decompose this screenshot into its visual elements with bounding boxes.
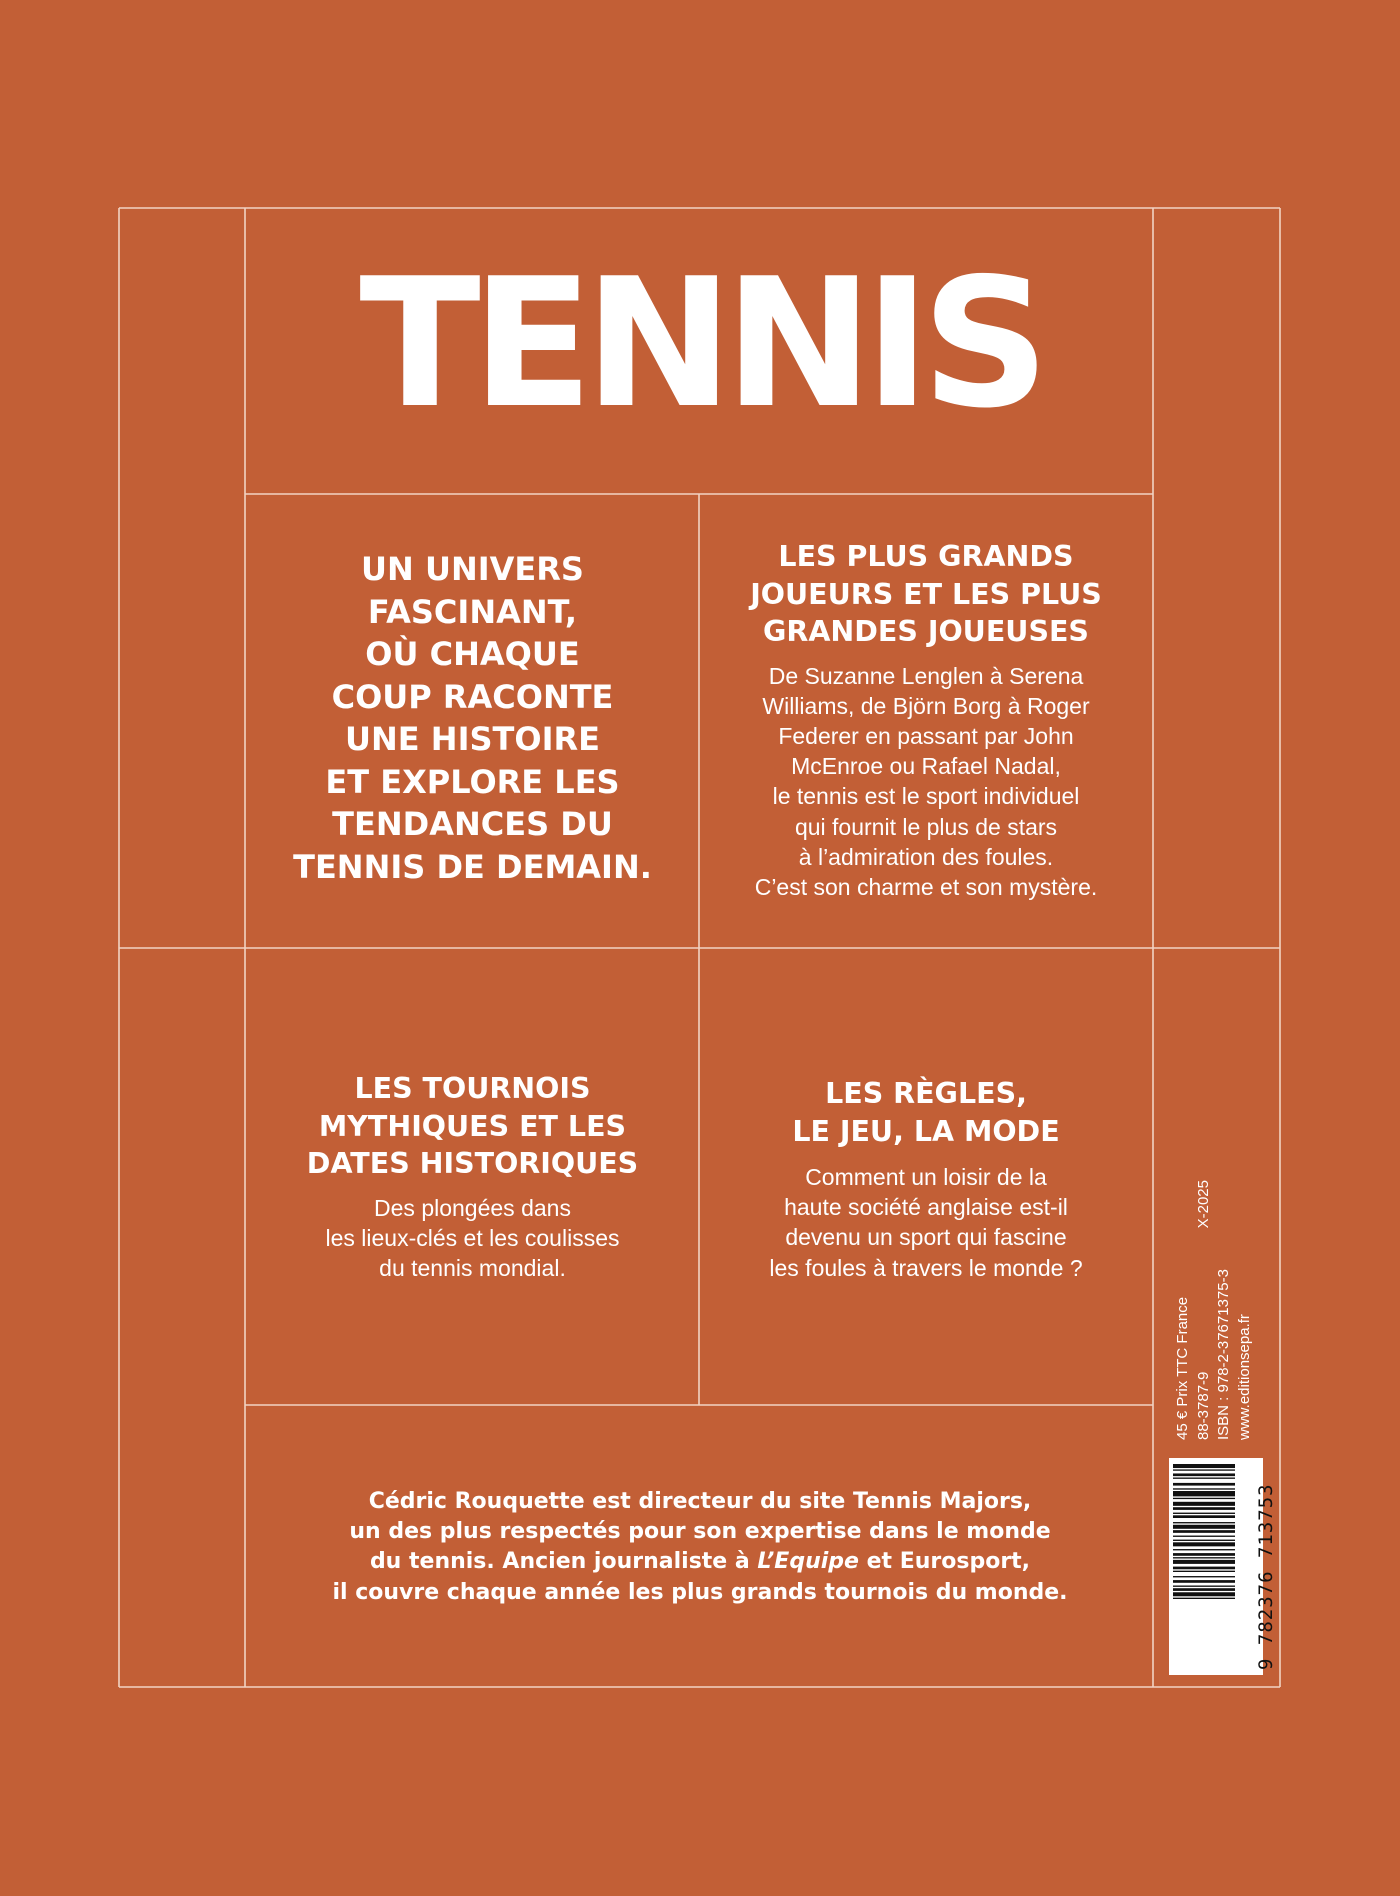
bio-line: un des plus respectés pour son expertise dans le monde: [349, 1519, 1051, 1545]
bio-line: il couvre chaque année les plus grands tournois du monde.: [332, 1579, 1068, 1605]
text-line: devenu un sport qui fascine: [785, 1224, 1067, 1251]
barcode-bar: [1173, 1598, 1235, 1599]
text-line: le tennis est le sport individuel: [772, 783, 1080, 810]
tournaments-heading: [245, 1070, 700, 1183]
barcode-bar: [1173, 1586, 1235, 1587]
heading-line: JOUEURS ET LES PLUS: [750, 577, 1102, 611]
heading-line: MYTHIQUES ET LES: [318, 1109, 627, 1143]
bio-line: Cédric Rouquette est directeur du site Tennis Majors,: [368, 1489, 1032, 1514]
text-line: De Suzanne Lenglen à Serena: [768, 662, 1084, 689]
imprint-code-row: [1194, 1180, 1215, 1440]
barcode-bar: [1173, 1507, 1235, 1510]
text-line: Federer en passant par John: [778, 722, 1074, 749]
tournaments-section: [245, 1070, 700, 1283]
book-title: TENNIS: [359, 240, 1041, 447]
barcode-bar: [1173, 1576, 1235, 1577]
barcode-bar: [1173, 1588, 1235, 1591]
text-line: haute société anglaise est-il: [784, 1194, 1068, 1221]
edition-code: X-2025: [1194, 1180, 1212, 1229]
author-bio-text: [245, 1487, 1155, 1608]
heading-line: LES PLUS GRANDS: [778, 540, 1074, 573]
barcode-bar: [1173, 1498, 1235, 1499]
text-line: Williams, de Björn Borg à Roger: [762, 692, 1090, 719]
barcode-bar: [1173, 1513, 1235, 1514]
imprint-info: [1173, 1180, 1253, 1440]
bio-text-segment: du tennis. Ancien journaliste à: [369, 1549, 758, 1575]
text-line: à l’admiration des foules.: [798, 843, 1054, 870]
heading-line: LES TOURNOIS: [354, 1072, 591, 1105]
product-code: 88-3787-9: [1194, 1371, 1212, 1440]
heading-line: DATES HISTORIQUES: [306, 1147, 639, 1180]
heading-line: LES RÈGLES,: [825, 1077, 1027, 1110]
tagline-heading: [245, 548, 700, 888]
barcode-bar: [1173, 1567, 1235, 1570]
rules-text: [700, 1162, 1152, 1283]
barcode-bar: [1173, 1525, 1235, 1529]
players-section: [700, 538, 1152, 902]
text-line: qui fournit le plus de stars: [794, 813, 1058, 840]
tagline-line: FASCINANT,: [367, 592, 578, 631]
tagline-block: [245, 548, 700, 888]
tagline-line: OÙ CHAQUE: [365, 635, 580, 673]
barcode-bar: [1173, 1553, 1235, 1556]
barcode-bar: [1173, 1464, 1235, 1468]
bio-line: [245, 1547, 1155, 1577]
text-line: du tennis mondial.: [379, 1254, 566, 1281]
barcode-bar: [1173, 1515, 1235, 1518]
heading-line: LE JEU, LA MODE: [792, 1115, 1060, 1148]
barcode-bar: [1173, 1549, 1235, 1550]
bio-text-segment: et Eurosport,: [858, 1549, 1031, 1575]
text-line: Comment un loisir de la: [805, 1164, 1047, 1190]
price-text: 45 € Prix TTC France: [1174, 1296, 1191, 1440]
text-line: les lieux-clés et les coulisses: [325, 1224, 620, 1251]
newspaper-name: L’Equipe: [757, 1549, 859, 1575]
barcode-bar: [1173, 1469, 1235, 1470]
barcode-bar: [1173, 1491, 1235, 1496]
barcode-bar: [1173, 1522, 1235, 1523]
text-line: Des plongées dans: [374, 1194, 571, 1221]
barcode-bar: [1173, 1592, 1235, 1596]
text-line: les foules à travers le monde ?: [769, 1254, 1083, 1281]
barcode-bar: [1173, 1483, 1235, 1486]
rules-section: [700, 1075, 1152, 1283]
rules-heading: [700, 1075, 1152, 1151]
tagline-line: UN UNIVERS: [361, 550, 584, 588]
tagline-line: ET EXPLORE LES: [325, 762, 620, 801]
players-heading: [700, 538, 1152, 651]
barcode-bar: [1173, 1580, 1235, 1583]
tagline-line: TENNIS DE DEMAIN.: [293, 847, 652, 886]
barcode-bar: [1173, 1560, 1235, 1564]
imprint-website-row: [1235, 1180, 1256, 1440]
barcode-bar: [1173, 1473, 1235, 1476]
author-bio: [245, 1487, 1155, 1608]
imprint-price-row: [1173, 1180, 1194, 1440]
publisher-website: www.editionsepa.fr: [1235, 1314, 1253, 1440]
tournaments-text: [245, 1193, 700, 1284]
text-line: McEnroe ou Rafael Nadal,: [791, 753, 1061, 780]
barcode-bars: [1169, 1458, 1263, 1675]
tagline-line: COUP RACONTE: [331, 677, 614, 716]
isbn-text: ISBN : 978-2-37671375-3: [1215, 1269, 1232, 1440]
tagline-line: UNE HISTOIRE: [345, 720, 600, 758]
barcode-bar: [1173, 1557, 1235, 1558]
barcode-bar: [1173, 1478, 1235, 1479]
barcode-bar: [1173, 1488, 1235, 1489]
imprint-isbn-row: [1214, 1180, 1235, 1440]
barcode-bar: [1173, 1540, 1235, 1541]
barcode-digits: 9 782376 713753: [1255, 1483, 1277, 1670]
heading-line: GRANDES JOUEUSES: [763, 615, 1089, 648]
barcode-bar: [1173, 1530, 1235, 1533]
tagline-line: TENDANCES DU: [332, 805, 613, 843]
barcode-bar: [1173, 1536, 1235, 1537]
barcode-bar: [1173, 1502, 1235, 1506]
text-line: C’est son charme et son mystère.: [754, 873, 1098, 900]
barcode-bar: [1173, 1542, 1235, 1546]
barcode-bar: [1173, 1571, 1235, 1572]
barcode: [1169, 1458, 1263, 1675]
players-text: [700, 661, 1152, 903]
